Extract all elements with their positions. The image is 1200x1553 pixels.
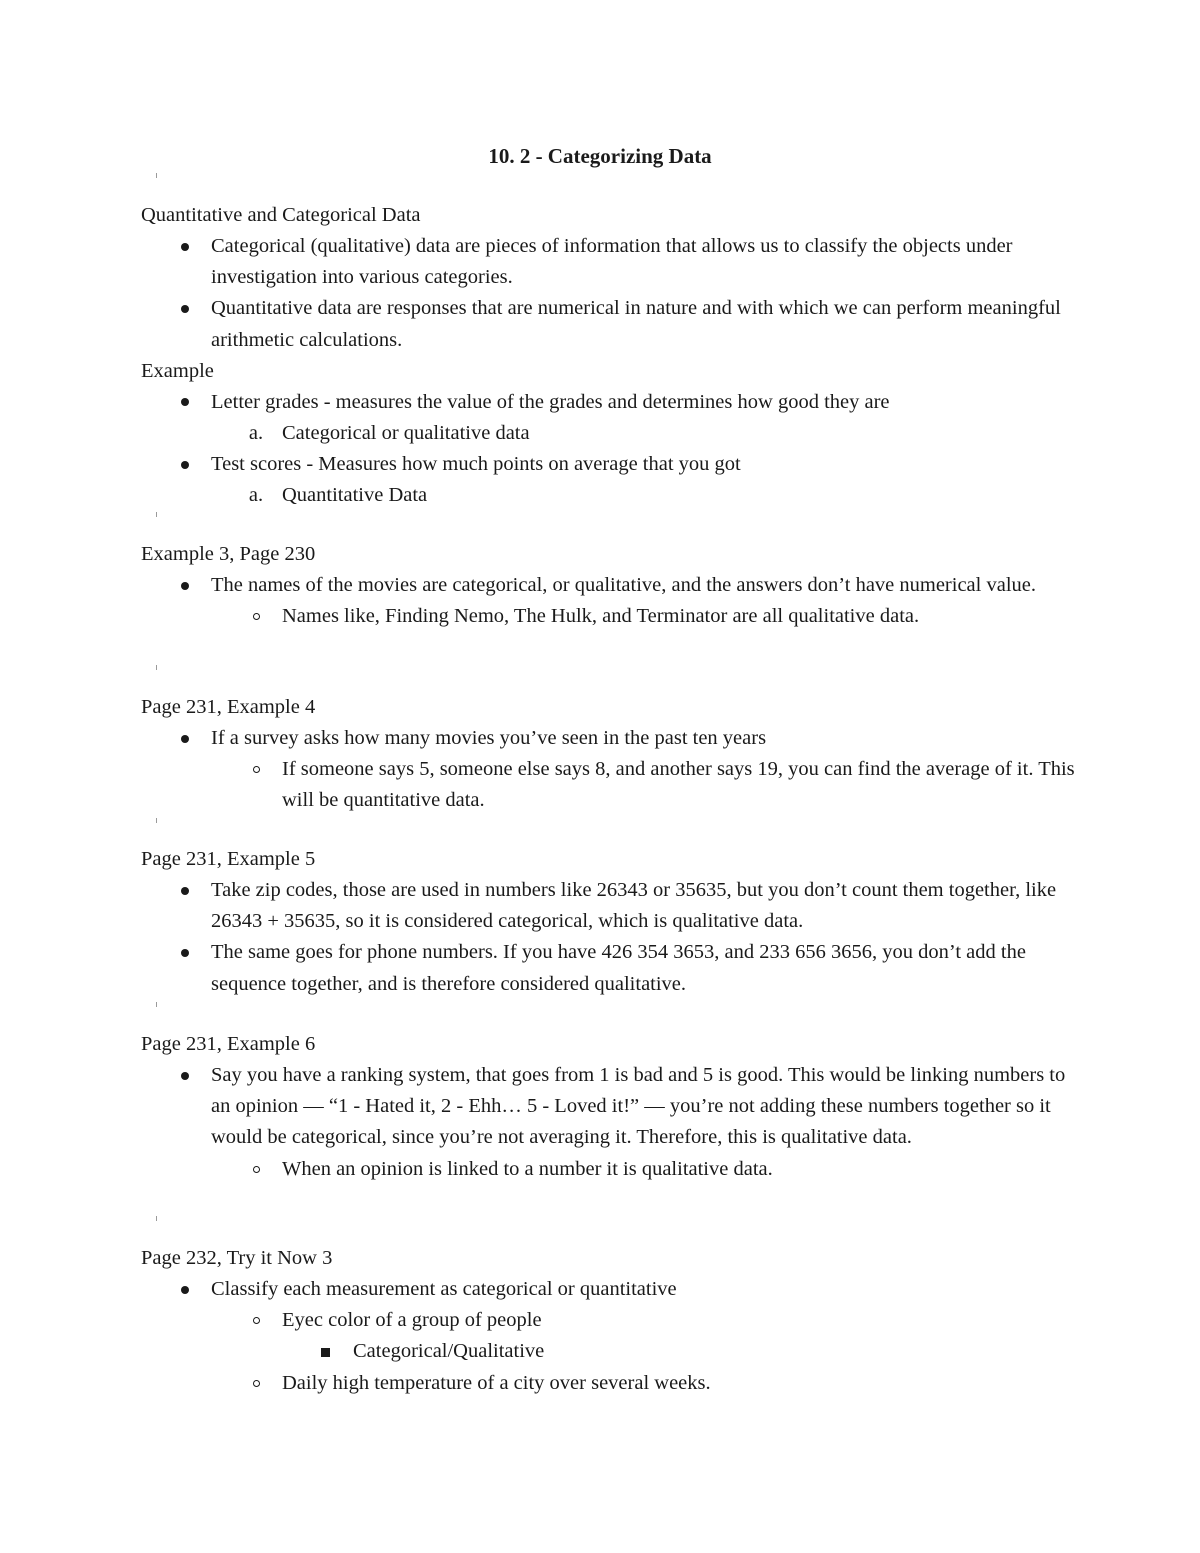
paragraph-mark <box>156 818 157 823</box>
list-item <box>141 231 1080 293</box>
list-item <box>141 1060 1080 1154</box>
list-item-text: Categorical or qualitative data <box>282 422 530 445</box>
list-item <box>141 937 1080 999</box>
section-example-4 <box>141 692 1080 817</box>
list-item <box>141 1274 1080 1305</box>
square-bullet-icon <box>317 1336 333 1367</box>
list-item <box>141 601 1080 632</box>
hollow-bullet-icon <box>245 601 267 632</box>
list-letter: a. <box>248 422 264 445</box>
section-heading: Quantitative and Categorical Data <box>141 204 421 226</box>
list-item <box>141 1368 1080 1399</box>
list-item-text: Names like, Finding Nemo, The Hulk, and Terminator are all qualitative data. <box>282 605 920 628</box>
bullet-icon <box>177 1060 193 1091</box>
list-item-text: Take zip codes, those are used in numbers like 26343 or 35635, but you don’t count them together, like 26343 + 35635, so it is considered categorical, which is qualitative data. <box>211 879 1057 933</box>
bullet-icon <box>177 449 193 480</box>
list-item-text: Say you have a ranking system, that goes from 1 is bad and 5 is good. This would be linking numbers to an opinion — “1 - Hated it, 2 - Ehh… 5 - Loved it!” — you’re not adding these numbers together so it would be categorical, since you’re not averaging it. Therefore, this is qualitative data. <box>211 1064 1066 1149</box>
hollow-bullet-icon <box>245 1154 267 1185</box>
list-item <box>141 449 1080 480</box>
section-heading: Page 232, Try it Now 3 <box>141 1247 333 1269</box>
paragraph-mark <box>156 512 157 517</box>
bullet-icon <box>177 1274 193 1305</box>
section-example-3 <box>141 539 1080 632</box>
list-item <box>141 1336 1080 1367</box>
list-item-text: If a survey asks how many movies you’ve seen in the past ten years <box>211 727 767 749</box>
section-heading: Example 3, Page 230 <box>141 543 316 565</box>
list-item-text: Eyec color of a group of people <box>282 1309 542 1332</box>
section-heading: Page 231, Example 5 <box>141 848 316 870</box>
section-example-5 <box>141 844 1080 1000</box>
list-item <box>141 723 1080 754</box>
list-item <box>141 418 1080 449</box>
list-item <box>141 875 1080 937</box>
paragraph-mark <box>156 173 157 178</box>
list-item <box>141 387 1080 418</box>
list-item-text: Test scores - Measures how much points on average that you got <box>211 453 741 476</box>
list-item-text: When an opinion is linked to a number it is qualitative data. <box>282 1157 773 1180</box>
list-item-text: Categorical (qualitative) data are pieces of information that allows us to classify the objects under investigation into various categories. <box>211 235 1013 289</box>
list-item <box>141 754 1080 816</box>
hollow-bullet-icon <box>245 1305 267 1336</box>
bullet-icon <box>177 875 193 906</box>
list-item <box>141 293 1080 355</box>
paragraph-mark <box>156 665 157 670</box>
paragraph-mark <box>156 1002 157 1007</box>
section-heading: Page 231, Example 4 <box>141 696 316 718</box>
hollow-bullet-icon <box>245 754 267 785</box>
bullet-icon <box>177 723 193 754</box>
hollow-bullet-icon <box>245 1368 267 1399</box>
section-try-it-now-3 <box>141 1243 1080 1399</box>
list-item-text: Quantitative data are responses that are numerical in nature and with which we can perform meaningful arithmetic calculations. <box>211 297 1061 351</box>
list-item <box>141 570 1080 601</box>
bullet-icon <box>177 570 193 601</box>
list-item-text: Letter grades - measures the value of the grades and determines how good they are <box>211 390 890 413</box>
section-example-6 <box>141 1029 1080 1185</box>
section-quantitative-categorical <box>141 200 1080 512</box>
list-item-text: Quantitative Data <box>282 484 428 507</box>
list-item <box>141 1154 1080 1185</box>
bullet-icon <box>177 293 193 324</box>
list-item-text: Categorical/Qualitative <box>353 1340 545 1363</box>
paragraph-mark <box>156 1216 157 1221</box>
bullet-icon <box>177 937 193 968</box>
list-item-text: The names of the movies are categorical, or qualitative, and the answers don’t have numerical value. <box>211 574 1036 596</box>
section-heading: Page 231, Example 6 <box>141 1033 316 1055</box>
list-item-text: If someone says 5, someone else says 8, and another says 19, you can find the average of it. This will be quantitative data. <box>282 758 1075 812</box>
list-item-text: Classify each measurement as categorical or quantitative <box>211 1278 677 1300</box>
list-letter: a. <box>248 484 264 507</box>
page-title: 10. 2 - Categorizing Data <box>488 144 712 168</box>
list-item <box>141 1305 1080 1336</box>
bullet-icon <box>177 231 193 262</box>
bullet-icon <box>177 387 193 418</box>
list-item-text: The same goes for phone numbers. If you have 426 354 3653, and 233 656 3656, you don’t add the sequence together, and is therefore considered qualitative. <box>211 941 1026 995</box>
list-item <box>141 480 1080 511</box>
list-item-text: Daily high temperature of a city over several weeks. <box>282 1371 711 1394</box>
section-heading: Example <box>141 359 214 382</box>
